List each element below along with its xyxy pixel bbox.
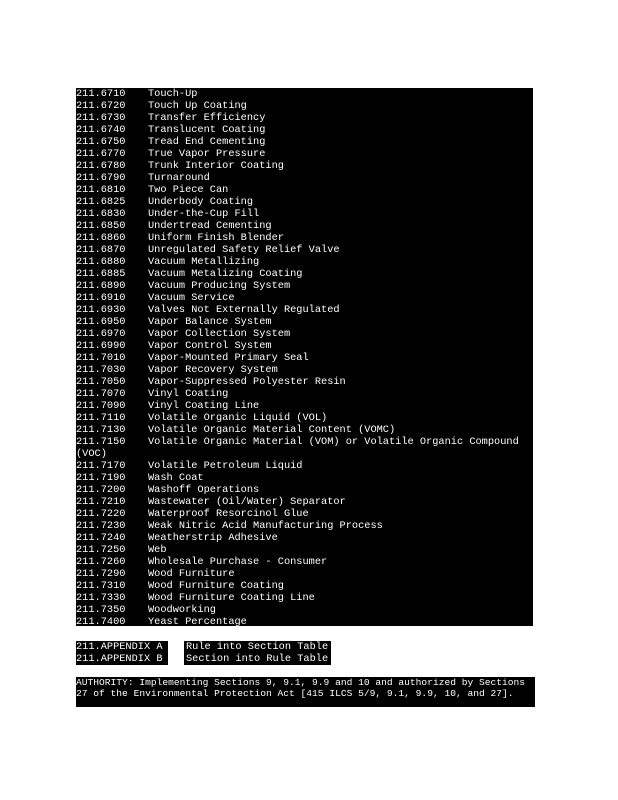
section-title: Volatile Petroleum Liquid bbox=[148, 460, 303, 472]
section-number: 211.6880 bbox=[76, 256, 126, 268]
authority-note: AUTHORITY: Implementing Sections 9, 9.1, 9.9 and 10 and authorized by Sections 27 of the Environmental Protection Act [415 ILCS 5/9, 9.1, 9.9, 10, and 27]. bbox=[76, 677, 535, 707]
section-number: 211.6780 bbox=[76, 160, 126, 172]
section-title: Woodworking bbox=[148, 604, 216, 616]
section-row bbox=[76, 124, 533, 136]
section-title: Vacuum Service bbox=[148, 292, 235, 304]
section-number: 211.6750 bbox=[76, 136, 126, 148]
section-title: Wood Furniture Coating bbox=[148, 580, 284, 592]
section-number: 211.6810 bbox=[76, 184, 126, 196]
section-title: Valves Not Externally Regulated bbox=[148, 304, 340, 316]
section-row bbox=[76, 424, 533, 436]
section-title: Wastewater (Oil/Water) Separator bbox=[148, 496, 346, 508]
section-title: Vacuum Metallizing bbox=[148, 256, 260, 268]
section-row bbox=[76, 268, 533, 280]
section-title: Volatile Organic Liquid (VOL) bbox=[148, 412, 328, 424]
section-number: 211.7240 bbox=[76, 532, 126, 544]
section-title: Translucent Coating bbox=[148, 124, 266, 136]
section-number: 211.6970 bbox=[76, 328, 126, 340]
section-title: Touch Up Coating bbox=[148, 100, 247, 112]
section-row bbox=[76, 316, 533, 328]
section-row bbox=[76, 472, 533, 484]
section-number: 211.6740 bbox=[76, 124, 126, 136]
section-row bbox=[76, 280, 533, 292]
section-title: Turnaround bbox=[148, 172, 210, 184]
section-title: Touch-Up bbox=[148, 88, 198, 100]
section-number: 211.6770 bbox=[76, 148, 126, 160]
section-row bbox=[76, 568, 533, 580]
section-title: Undertread Cementing bbox=[148, 220, 272, 232]
section-row bbox=[76, 196, 533, 208]
section-title: Vacuum Producing System bbox=[148, 280, 291, 292]
section-title: Two Piece Can bbox=[148, 184, 229, 196]
section-row bbox=[76, 160, 533, 172]
section-title: Waterproof Resorcinol Glue bbox=[148, 508, 309, 520]
section-row bbox=[76, 544, 533, 556]
section-title: Yeast Percentage bbox=[148, 616, 247, 628]
section-row bbox=[76, 520, 533, 532]
appendix-title: Rule into Section Table bbox=[186, 641, 329, 653]
section-row bbox=[76, 340, 533, 352]
section-number: 211.7290 bbox=[76, 568, 126, 580]
section-row bbox=[76, 580, 533, 592]
section-number: 211.6830 bbox=[76, 208, 126, 220]
section-row bbox=[76, 592, 533, 604]
appendix-row bbox=[76, 641, 331, 653]
section-row bbox=[76, 292, 533, 304]
section-number: 211.7010 bbox=[76, 352, 126, 364]
section-row bbox=[76, 100, 533, 112]
appendix-row bbox=[76, 653, 331, 665]
appendix-number: 211.APPENDIX B bbox=[76, 653, 163, 665]
section-number: 211.7050 bbox=[76, 376, 126, 388]
section-title: True Vapor Pressure bbox=[148, 148, 266, 160]
section-title: Vinyl Coating bbox=[148, 388, 229, 400]
section-number: 211.7090 bbox=[76, 400, 126, 412]
section-number: 211.7110 bbox=[76, 412, 126, 424]
section-title: Volatile Organic Material Content (VOMC) bbox=[148, 424, 396, 436]
section-title: Volatile Organic Material (VOM) or Volatile Organic Compound bbox=[148, 436, 519, 448]
appendix-number: 211.APPENDIX A bbox=[76, 641, 163, 653]
appendix-gap bbox=[168, 641, 184, 653]
section-title: Washoff Operations bbox=[148, 484, 260, 496]
section-row bbox=[76, 256, 533, 268]
section-number: 211.7200 bbox=[76, 484, 126, 496]
section-row bbox=[76, 496, 533, 508]
section-title: Uniform Finish Blender bbox=[148, 232, 284, 244]
section-number: 211.7220 bbox=[76, 508, 126, 520]
section-row bbox=[76, 220, 533, 232]
section-number: 211.6825 bbox=[76, 196, 126, 208]
section-row bbox=[76, 460, 533, 472]
section-row bbox=[76, 388, 533, 400]
section-row bbox=[76, 136, 533, 148]
section-title: Vapor-Mounted Primary Seal bbox=[148, 352, 309, 364]
section-title: Vapor Recovery System bbox=[148, 364, 278, 376]
section-number: 211.6710 bbox=[76, 88, 126, 100]
section-row bbox=[76, 184, 533, 196]
section-row bbox=[76, 484, 533, 496]
section-row bbox=[76, 148, 533, 160]
section-number: 211.7250 bbox=[76, 544, 126, 556]
section-title: Vacuum Metalizing Coating bbox=[148, 268, 303, 280]
section-number: 211.7130 bbox=[76, 424, 126, 436]
section-number: 211.7330 bbox=[76, 592, 126, 604]
section-number: 211.7350 bbox=[76, 604, 126, 616]
section-title: Unregulated Safety Relief Valve bbox=[148, 244, 340, 256]
section-row bbox=[76, 88, 533, 100]
section-number: 211.6950 bbox=[76, 316, 126, 328]
section-number: 211.6890 bbox=[76, 280, 126, 292]
section-number: 211.6790 bbox=[76, 172, 126, 184]
section-row bbox=[76, 412, 533, 424]
section-title: Wood Furniture bbox=[148, 568, 235, 580]
section-number: 211.7210 bbox=[76, 496, 126, 508]
section-row bbox=[76, 376, 533, 388]
section-number: 211.6885 bbox=[76, 268, 126, 280]
section-title: Weak Nitric Acid Manufacturing Process bbox=[148, 520, 383, 532]
appendix-title: Section into Rule Table bbox=[186, 653, 329, 665]
section-number: 211.6850 bbox=[76, 220, 126, 232]
section-number: 211.7150 bbox=[76, 436, 126, 448]
section-title: Vapor Control System bbox=[148, 340, 272, 352]
section-title: Wood Furniture Coating Line bbox=[148, 592, 315, 604]
section-title: Vapor Collection System bbox=[148, 328, 291, 340]
section-title: Transfer Efficiency bbox=[148, 112, 266, 124]
section-title-continuation: (VOC) bbox=[76, 448, 107, 460]
section-number: 211.6930 bbox=[76, 304, 126, 316]
section-row bbox=[76, 112, 533, 124]
section-title: Tread End Cementing bbox=[148, 136, 266, 148]
section-number: 211.7070 bbox=[76, 388, 126, 400]
section-row bbox=[76, 208, 533, 220]
section-list bbox=[76, 88, 533, 626]
section-row bbox=[76, 616, 533, 628]
section-number: 211.7030 bbox=[76, 364, 126, 376]
section-number: 211.7170 bbox=[76, 460, 126, 472]
section-number: 211.6730 bbox=[76, 112, 126, 124]
section-title: Vinyl Coating Line bbox=[148, 400, 260, 412]
section-row bbox=[76, 364, 533, 376]
section-number: 211.6870 bbox=[76, 244, 126, 256]
section-title: Wash Coat bbox=[148, 472, 204, 484]
section-number: 211.6720 bbox=[76, 100, 126, 112]
section-title: Wholesale Purchase - Consumer bbox=[148, 556, 328, 568]
section-row bbox=[76, 436, 533, 460]
section-number: 211.7400 bbox=[76, 616, 126, 628]
section-title: Vapor Balance System bbox=[148, 316, 272, 328]
section-title: Underbody Coating bbox=[148, 196, 254, 208]
section-row bbox=[76, 244, 533, 256]
section-row bbox=[76, 532, 533, 544]
section-title: Under-the-Cup Fill bbox=[148, 208, 260, 220]
section-title: Web bbox=[148, 544, 167, 556]
appendix-gap bbox=[168, 653, 184, 665]
section-row bbox=[76, 508, 533, 520]
section-number: 211.7260 bbox=[76, 556, 126, 568]
section-row bbox=[76, 172, 533, 184]
section-row bbox=[76, 556, 533, 568]
section-row bbox=[76, 328, 533, 340]
section-number: 211.6990 bbox=[76, 340, 126, 352]
section-row bbox=[76, 352, 533, 364]
section-row bbox=[76, 304, 533, 316]
section-number: 211.6910 bbox=[76, 292, 126, 304]
section-row bbox=[76, 604, 533, 616]
section-number: 211.7230 bbox=[76, 520, 126, 532]
section-number: 211.7310 bbox=[76, 580, 126, 592]
section-title: Vapor-Suppressed Polyester Resin bbox=[148, 376, 346, 388]
section-row bbox=[76, 400, 533, 412]
section-row bbox=[76, 232, 533, 244]
section-title: Weatherstrip Adhesive bbox=[148, 532, 278, 544]
section-number: 211.6860 bbox=[76, 232, 126, 244]
section-title: Trunk Interior Coating bbox=[148, 160, 284, 172]
section-number: 211.7190 bbox=[76, 472, 126, 484]
